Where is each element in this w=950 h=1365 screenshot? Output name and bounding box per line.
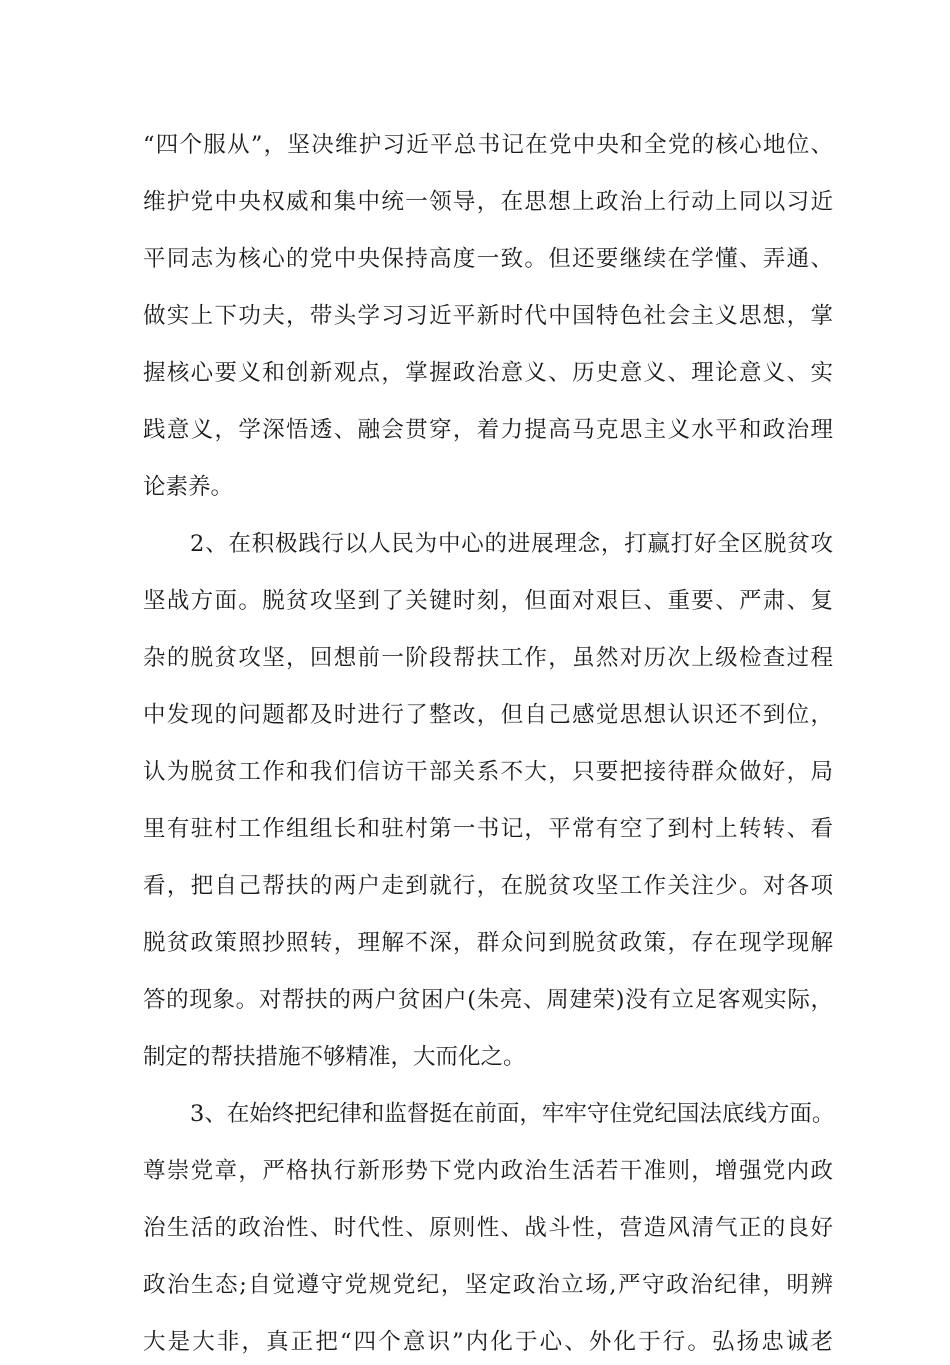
paragraph-line: 看，把自己帮扶的两户走到就行，在脱贫攻坚工作关注少。对各项: [143, 873, 833, 899]
paragraph-line: 脱贫政策照抄照转，理解不深，群众问到脱贫政策，存在现学现解: [143, 930, 833, 956]
paragraph-line: 大是大非，真正把“四个意识”内化于心、外化于行。弘扬忠诚老: [143, 1329, 833, 1355]
paragraph-line: 尊崇党章，严格执行新形势下党内政治生活若干准则，增强党内政: [143, 1158, 833, 1184]
paragraph-line: 做实上下功夫，带头学习习近平新时代中国特色社会主义思想，掌: [143, 303, 833, 329]
paragraph-line: 认为脱贫工作和我们信访干部关系不大，只要把接待群众做好，局: [143, 759, 833, 785]
paragraph-line: 平同志为核心的党中央保持高度一致。但还要继续在学懂、弄通、: [143, 246, 833, 272]
paragraph-line: 制定的帮扶措施不够精准，大而化之。: [143, 1044, 526, 1070]
paragraph-line: 政治生态;自觉遵守党规党纪，坚定政治立场,严守政治纪律，明辨: [143, 1272, 833, 1298]
paragraph-line: 论素养。: [143, 474, 234, 500]
paragraph-line: 杂的脱贫攻坚，回想前一阶段帮扶工作，虽然对历次上级检查过程: [143, 645, 833, 671]
paragraph-line: 3、在始终把纪律和监督挺在前面，牢牢守住党纪国法底线方面。: [190, 1101, 835, 1127]
paragraph-line: 里有驻村工作组组长和驻村第一书记，平常有空了到村上转转、看: [143, 816, 833, 842]
paragraph-line: 践意义，学深悟透、融会贯穿，着力提高马克思主义水平和政治理: [143, 417, 833, 443]
paragraph-line: 握核心要义和创新观点，掌握政治意义、历史意义、理论意义、实: [143, 360, 833, 386]
paragraph-line: 2、在积极践行以人民为中心的进展理念，打赢打好全区脱贫攻: [190, 531, 833, 557]
paragraph-line: “四个服从”，坚决维护习近平总书记在党中央和全党的核心地位、: [143, 132, 833, 158]
paragraph-line: 中发现的问题都及时进行了整改，但自己感觉思想认识还不到位，: [143, 702, 833, 728]
paragraph-line: 坚战方面。脱贫攻坚到了关键时刻，但面对艰巨、重要、严肃、复: [143, 588, 833, 614]
paragraph-line: 维护党中央权威和集中统一领导，在思想上政治上行动上同以习近: [143, 189, 833, 215]
paragraph-line: 治生活的政治性、时代性、原则性、战斗性，营造风清气正的良好: [143, 1215, 833, 1241]
paragraph-line: 答的现象。对帮扶的两户贫困户(朱亮、周建荣)没有立足客观实际，: [143, 987, 833, 1013]
